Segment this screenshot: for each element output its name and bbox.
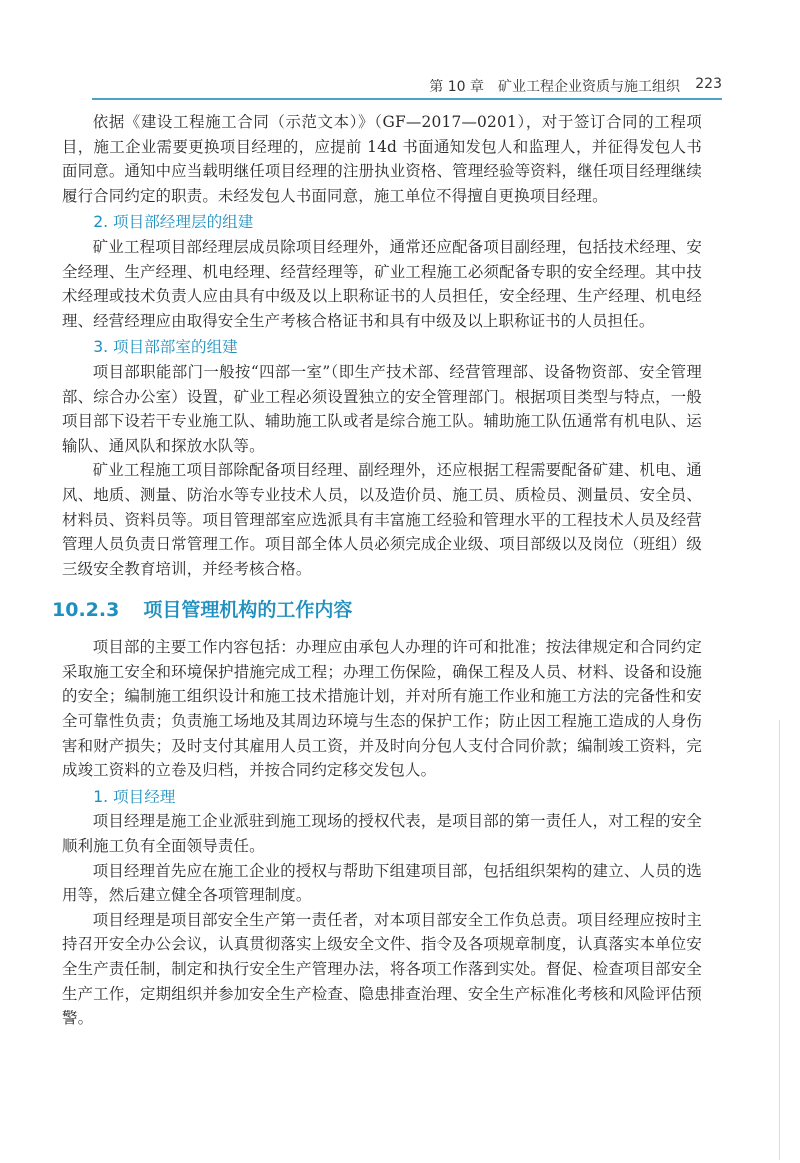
paragraph-manager-role: 项目经理是施工企业派驻到施工现场的授权代表，是项目部的第一责任人，对工程的安全顺利施工负有全面领导责任。 — [62, 812, 702, 856]
binding-edge-line — [779, 720, 780, 1160]
paragraph-manager-setup: 项目经理首先应在施工企业的授权与帮助下组建项目部，包括组织架构的建立、人员的选用等，然后建立健全各项管理制度。 — [62, 861, 702, 905]
paragraph-contract-manager-change: 依据《建设工程施工合同（示范文本）》（GF—2017—0201），对于签订合同的工程项目，施工企业需要更换项目经理的，应提前 14d 书面通知发包人和监理人，并征得发包人书面同意。通知中应当载明继任项目经理的注册执业资格、管理经验等资料，继任项目经理继续履行合同约定的职责。未经发包人书面同意，施工单位不得擅自更换项目经理。 — [62, 113, 702, 205]
section-title: 项目管理机构的工作内容 — [143, 599, 353, 622]
paragraph-manager-level: 矿业工程项目部经理层成员除项目经理外，通常还应配备项目副经理，包括技术经理、安全经理、生产经理、机电经理、经营经理等，矿业工程施工必须配备专职的安全经理。其中技术经理或技术负责人应由具有中级及以上职称证书的人员担任，安全经理、生产经理、机电经理、经营经理应由取得安全生产考核合格证书和具有中级及以上职称证书的人员担任。 — [62, 237, 702, 330]
running-header — [92, 70, 722, 98]
subheading-project-manager: 1. 项目经理 — [93, 787, 176, 806]
paragraph-manager-safety: 项目经理是项目部安全生产第一责任者，对本项目部安全工作负总责。项目经理应按时主持召开安全办公会议，认真贯彻落实上级安全文件、指令及各项规章制度，认真落实本单位安全生产责任制，制定和执行安全生产管理办法，将各项工作落到实处。督促、检查项目部安全生产工作，定期组织并参加安全生产检查、隐患排查治理、安全生产标准化考核和风险评估预警。 — [62, 910, 702, 1028]
paragraph-work-content: 项目部的主要工作内容包括：办理应由承包人办理的许可和批准；按法律规定和合同约定采取施工安全和环境保护措施完成工程；办理工伤保险，确保工程及人员、材料、设备和设施的安全；编制施工组织设计和施工技术措施计划，并对所有施工作业和施工方法的完备性和安全可靠性负责；负责施工场地及其周边环境与生态的保护工作；防止因工程施工造成的人身伤害和财产损失；及时支付其雇用人员工资，并及时向分包人支付合同价款；编制竣工资料，完成竣工资料的立卷及归档，并按合同约定移交发包人。 — [62, 638, 702, 780]
page-number: 223 — [695, 76, 722, 92]
subheading-departments: 3. 项目部部室的组建 — [93, 338, 238, 357]
paragraph-departments: 项目部职能部门一般按“四部一室”（即生产技术部、经营管理部、设备物资部、安全管理部、综合办公室）设置，矿业工程必须设置独立的安全管理部门。根据项目类型与特点，一般项目部下设若干专业施工队、辅助施工队或者是综合施工队。辅助施工队伍通常有机电队、运输队、通风队和探放水队等。 — [62, 362, 702, 455]
page-body — [52, 110, 702, 1031]
subheading-manager-level: 2. 项目部经理层的组建 — [93, 213, 254, 232]
section-number: 10.2.3 — [52, 599, 120, 622]
section-heading — [52, 595, 702, 625]
header-rule — [92, 98, 722, 100]
chapter-title: 第 10 章 矿业工程企业资质与施工组织 — [429, 79, 680, 95]
paragraph-staffing: 矿业工程施工项目部除配备项目经理、副经理外，还应根据工程需要配备矿建、机电、通风、地质、测量、防治水等专业技术人员，以及造价员、施工员、质检员、测量员、安全员、材料员、资料员等。项目管理部室应选派具有丰富施工经验和管理水平的工程技术人员及经营管理人员负责日常管理工作。项目部全体人员必须完成企业级、项目部级以及岗位（班组）级三级安全教育培训，并经考核合格。 — [62, 461, 702, 578]
